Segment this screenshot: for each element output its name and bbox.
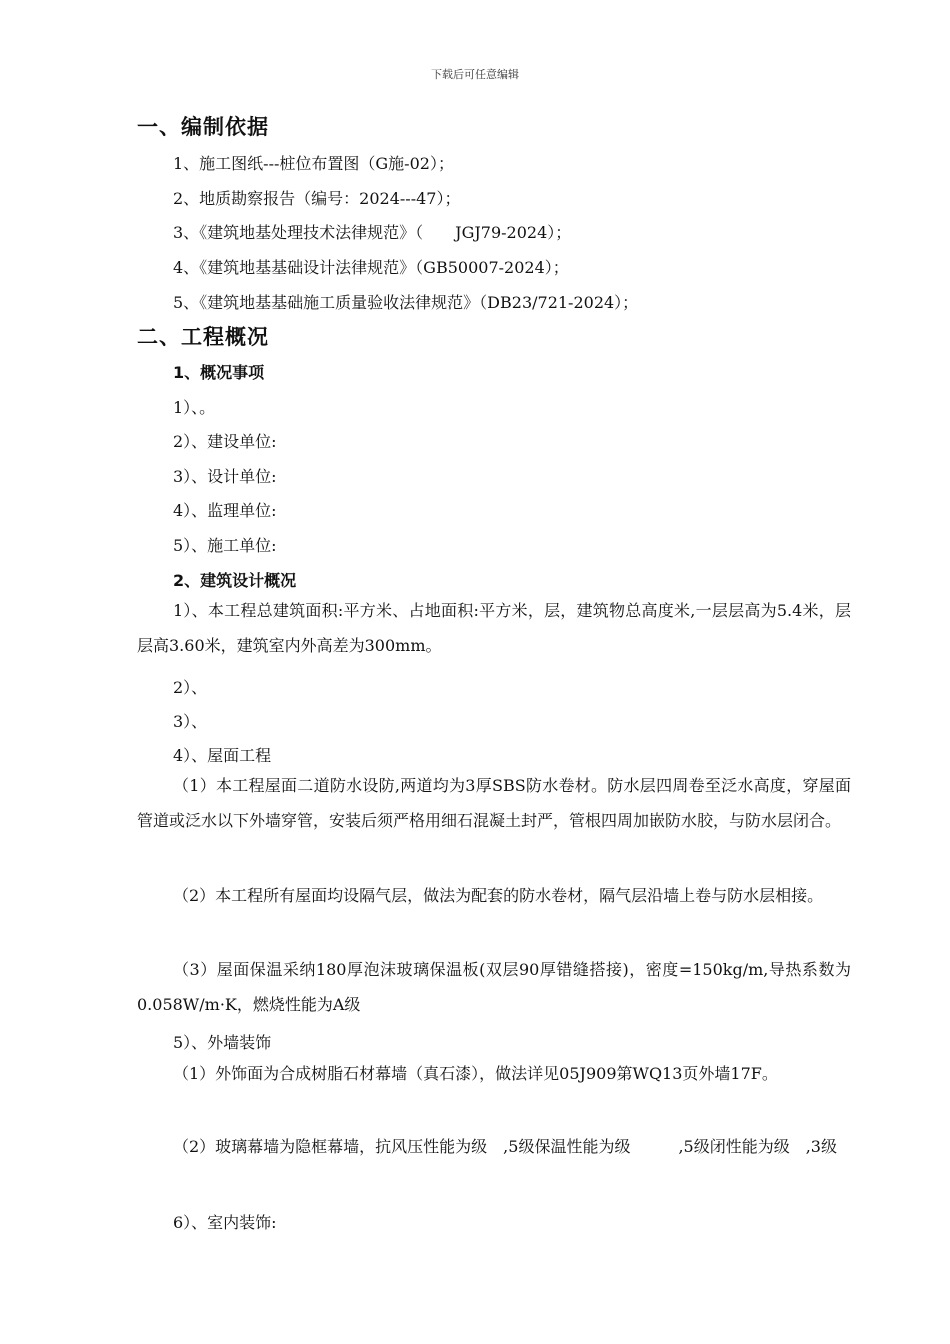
arch-item-5: 5）、外墙装饰	[173, 1033, 272, 1052]
paragraph-roof-waterproof: （1）本工程屋面二道防水设防,两道均为3厚SBS防水卷材。防水层四周卷至泛水高度，穿屋面管道或泛水以下外墙穿管，安装后须严格用细石混凝土封严，管根四周加嵌防水胶，与防水层闭合。	[137, 776, 851, 830]
section-title-basis: 一、编制依据	[137, 115, 269, 139]
paragraph-curtain-wall: （2）玻璃幕墙为隐框幕墙，抗风压性能为级 ,5级保温性能为级 ,5级闭性能为级 ,3级	[173, 1137, 837, 1156]
subsection-title-general: 1、概况事项	[173, 363, 265, 382]
general-item-1: 1）、。	[173, 398, 216, 417]
subsection-title-architecture: 2、建筑设计概况	[173, 571, 297, 590]
general-item-4: 4）、监理单位:	[173, 501, 277, 520]
arch-item-3: 3）、	[173, 712, 208, 731]
arch-item-6: 6）、室内装饰:	[173, 1213, 277, 1232]
basis-item-4: 4、《建筑地基基础设计法律规范》（GB50007-2024）；	[173, 258, 569, 277]
paragraph-roof-vapor-barrier: （2）本工程所有屋面均设隔气层，做法为配套的防水卷材，隔气层沿墙上卷与防水层相接。	[173, 886, 824, 905]
general-item-2: 2）、建设单位:	[173, 432, 277, 451]
paragraph-roof-insulation: （3）屋面保温采纳180厚泡沫玻璃保温板(双层90厚错缝搭接)，密度=150kg/m,导热系数为0.058W/m·K，燃烧性能为A级	[137, 960, 851, 1014]
basis-item-1: 1、施工图纸---桩位布置图（G施-02）；	[173, 154, 454, 173]
paragraph-area: 1）、本工程总建筑面积:平方米、占地面积:平方米，层，建筑物总高度米,一层层高为5.4米，层层高3.60米，建筑室内外高差为300mm。	[137, 601, 851, 655]
section-title-overview: 二、工程概况	[137, 325, 269, 349]
general-item-5: 5）、施工单位:	[173, 536, 277, 555]
arch-item-4: 4）、屋面工程	[173, 746, 272, 765]
basis-item-3: 3、《建筑地基处理技术法律规范》（ JGJ79-2024）；	[173, 223, 572, 242]
basis-item-5: 5、《建筑地基基础施工质量验收法律规范》（DB23/721-2024）；	[173, 293, 639, 312]
basis-item-2: 2、地质勘察报告（编号：2024---47）；	[173, 189, 461, 208]
general-item-3: 3）、设计单位:	[173, 467, 277, 486]
page-header: 下载后可任意编辑	[431, 68, 519, 81]
arch-item-2: 2）、	[173, 678, 208, 697]
paragraph-wall-finish: （1）外饰面为合成树脂石材幕墙（真石漆），做法详见05J909第WQ13页外墙17F。	[173, 1064, 778, 1083]
